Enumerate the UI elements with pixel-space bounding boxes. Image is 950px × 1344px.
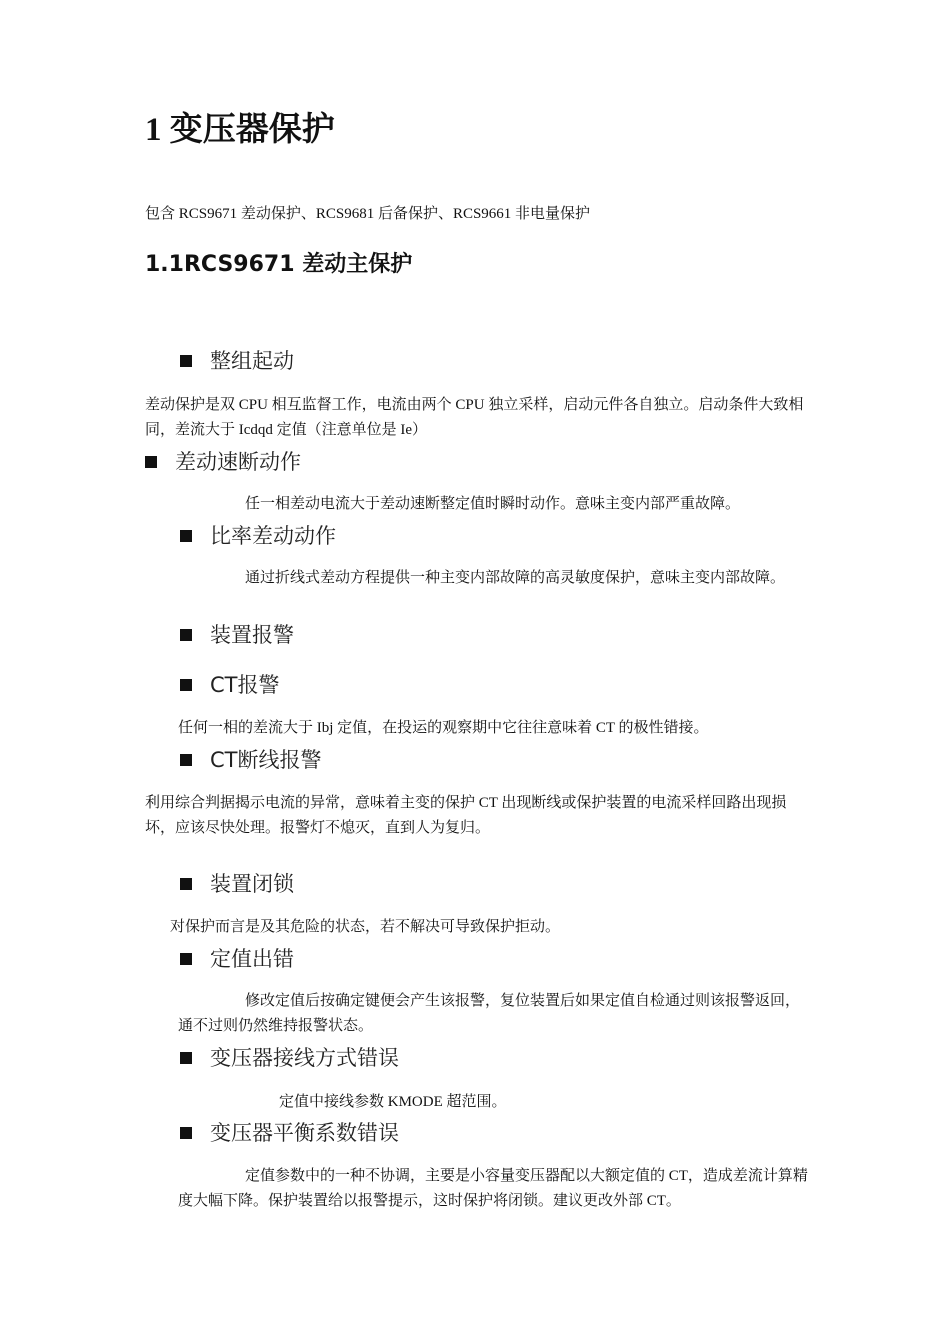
bullet-heading-label: 定值出错 <box>210 947 294 971</box>
bullet-heading <box>145 447 301 477</box>
bullet-heading <box>180 869 294 899</box>
bullet-heading-label: 变压器平衡系数错误 <box>210 1121 399 1145</box>
body-paragraph: 定值参数中的一种不协调，主要是小容量变压器配以大额定值的 CT，造成差流计算精度大幅下降。保护装置给以报警提示，这时保护将闭锁。建议更改外部 CT。 <box>178 1168 808 1209</box>
body-paragraph: 通过折线式差动方程提供一种主变内部故障的高灵敏度保护，意味主变内部故障。 <box>245 570 786 586</box>
bullet-heading-label: CT报警 <box>210 673 280 697</box>
bullet-heading-label: 装置报警 <box>210 623 294 647</box>
bullet-square-icon <box>180 1127 192 1139</box>
bullet-heading-label: 装置闭锁 <box>210 872 294 896</box>
bullet-square-icon <box>180 1052 192 1064</box>
bullet-heading-label: 比率差动动作 <box>210 524 336 548</box>
bullet-heading <box>180 1118 399 1148</box>
bullet-heading <box>180 944 294 974</box>
intro-paragraph: 包含 RCS9671 差动保护、RCS9681 后备保护、RCS9661 非电量保护 <box>145 206 591 222</box>
body-paragraph: 利用综合判据揭示电流的异常，意味着主变的保护 CT 出现断线或保护装置的电流采样回路出现损坏，应该尽快处理。报警灯不熄灭，直到人为复归。 <box>145 795 787 836</box>
bullet-square-icon <box>180 878 192 890</box>
bullet-square-icon <box>180 754 192 766</box>
bullet-heading <box>180 620 294 650</box>
body-paragraph: 定值中接线参数 KMODE 超范围。 <box>279 1094 507 1110</box>
bullet-heading <box>180 521 336 551</box>
bullet-heading <box>180 1043 399 1073</box>
bullet-square-icon <box>180 629 192 641</box>
chapter-title <box>145 108 335 152</box>
bullet-heading <box>180 745 322 775</box>
section-title: 1.1RCS9671 差动主保护 <box>145 252 413 277</box>
chapter-title-text: 变压器保护 <box>169 112 335 148</box>
body-paragraph: 任何一相的差流大于 Ibj 定值，在投运的观察期中它往往意味着 CT 的极性错接。 <box>178 720 709 736</box>
bullet-square-icon <box>180 355 192 367</box>
body-paragraph: 对保护而言是及其危险的状态，若不解决可导致保护拒动。 <box>170 919 561 935</box>
body-paragraph: 差动保护是双 CPU 相互监督工作，电流由两个 CPU 独立采样，启动元件各自独立。启动条件大致相同，差流大于 Icdqd 定值（注意单位是 Ie） <box>145 397 804 438</box>
bullet-square-icon <box>145 456 157 468</box>
body-paragraph: 任一相差动电流大于差动速断整定值时瞬时动作。意味主变内部严重故障。 <box>245 496 741 512</box>
body-paragraph: 修改定值后按确定键便会产生该报警，复位装置后如果定值自检通过则该报警返回，通不过则仍然维持报警状态。 <box>178 993 801 1034</box>
bullet-square-icon <box>180 679 192 691</box>
bullet-square-icon <box>180 530 192 542</box>
bullet-heading <box>180 346 294 376</box>
bullet-square-icon <box>180 953 192 965</box>
bullet-heading-label: CT断线报警 <box>210 748 322 772</box>
bullet-heading <box>180 670 280 700</box>
bullet-heading-label: 整组起动 <box>210 349 294 373</box>
bullet-heading-label: 差动速断动作 <box>175 450 301 474</box>
bullet-heading-label: 变压器接线方式错误 <box>210 1046 399 1070</box>
chapter-number: 1 <box>145 112 162 148</box>
